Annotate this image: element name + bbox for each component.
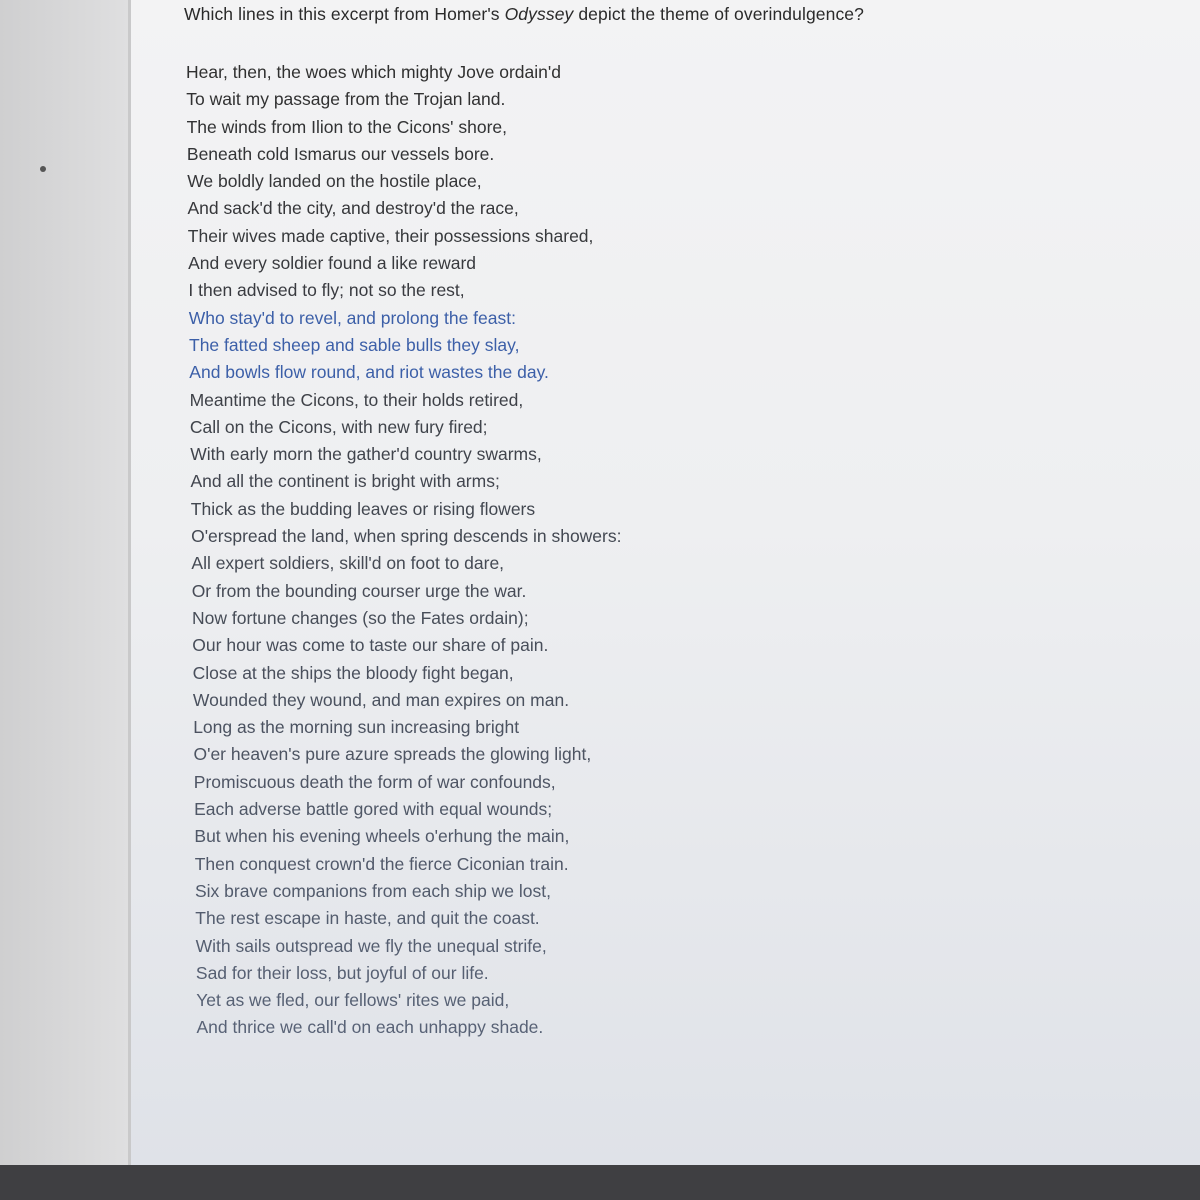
poem-line: All expert soldiers, skill'd on foot to dare, bbox=[191, 553, 505, 574]
poem-line: With sails outspread we fly the unequal strife, bbox=[195, 935, 547, 956]
poem-line: Each adverse battle gored with equal wounds; bbox=[194, 799, 553, 820]
poem-line: Close at the ships the bloody fight began, bbox=[192, 662, 514, 683]
poem-line: And sack'd the city, and destroy'd the race, bbox=[187, 198, 519, 219]
poem-line: Hear, then, the woes which mighty Jove ordain'd bbox=[186, 62, 561, 82]
poem-line: Beneath cold Ismarus our vessels bore. bbox=[186, 143, 495, 164]
question-text-before: Which lines in this excerpt from Homer's bbox=[184, 4, 505, 24]
poem-line: Long as the morning sun increasing bright bbox=[193, 717, 520, 738]
poem-line: I then advised to fly; not so the rest, bbox=[188, 280, 465, 301]
poem-line: And thrice we call'd on each unhappy shade. bbox=[196, 1017, 544, 1038]
poem-line: Meantime the Cicons, to their holds retired, bbox=[189, 389, 524, 410]
poem-line: With early morn the gather'd country swarms, bbox=[190, 444, 542, 465]
poem-line: Wounded they wound, and man expires on man. bbox=[192, 689, 570, 710]
poem-line: And every soldier found a like reward bbox=[188, 253, 477, 274]
monitor-bottom-frame bbox=[0, 1165, 1200, 1200]
screen-edge bbox=[128, 0, 131, 1165]
poem-line: Call on the Cicons, with new fury fired; bbox=[189, 416, 488, 437]
poem-line: O'er heaven's pure azure spreads the glowing light, bbox=[193, 744, 592, 765]
poem-line: Yet as we fled, our fellows' rites we paid, bbox=[196, 990, 510, 1011]
poem-line: Six brave companions from each ship we lost, bbox=[195, 880, 551, 901]
poem-line: And all the continent is bright with arms; bbox=[190, 471, 500, 492]
question-prompt bbox=[184, 4, 864, 25]
poem-line: Their wives made captive, their possessions shared, bbox=[187, 225, 594, 246]
poem-line: O'erspread the land, when spring descends in showers: bbox=[191, 526, 622, 547]
poem-line: To wait my passage from the Trojan land. bbox=[186, 89, 506, 110]
question-text-after: depict the theme of overindulgence? bbox=[573, 4, 864, 24]
poem-line: The winds from Ilion to the Cicons' shore, bbox=[186, 116, 508, 137]
poem-line: The rest escape in haste, and quit the coast. bbox=[195, 908, 540, 929]
poem-line: Then conquest crown'd the fierce Ciconian train. bbox=[194, 853, 569, 874]
poem-line: Thick as the budding leaves or rising flowers bbox=[190, 498, 536, 519]
poem-line: Who stay'd to revel, and prolong the feast: bbox=[188, 307, 516, 328]
poem-line: But when his evening wheels o'erhung the main, bbox=[194, 826, 570, 847]
poem-line: Sad for their loss, but joyful of our life. bbox=[195, 962, 489, 983]
poem-line: Or from the bounding courser urge the war. bbox=[191, 580, 527, 601]
poem-line: Promiscuous death the form of war confounds, bbox=[193, 771, 556, 792]
poem-line: And bowls flow round, and riot wastes the day. bbox=[189, 362, 549, 383]
poem-line: We boldly landed on the hostile place, bbox=[187, 171, 482, 192]
work-title: Odyssey bbox=[504, 4, 574, 24]
poem-line: Our hour was come to taste our share of pain. bbox=[192, 635, 549, 656]
poem-excerpt bbox=[186, 59, 621, 1042]
poem-line: The fatted sheep and sable bulls they slay, bbox=[189, 334, 520, 355]
poem-line: Now fortune changes (so the Fates ordain); bbox=[192, 607, 529, 628]
dust-mark bbox=[40, 166, 46, 172]
